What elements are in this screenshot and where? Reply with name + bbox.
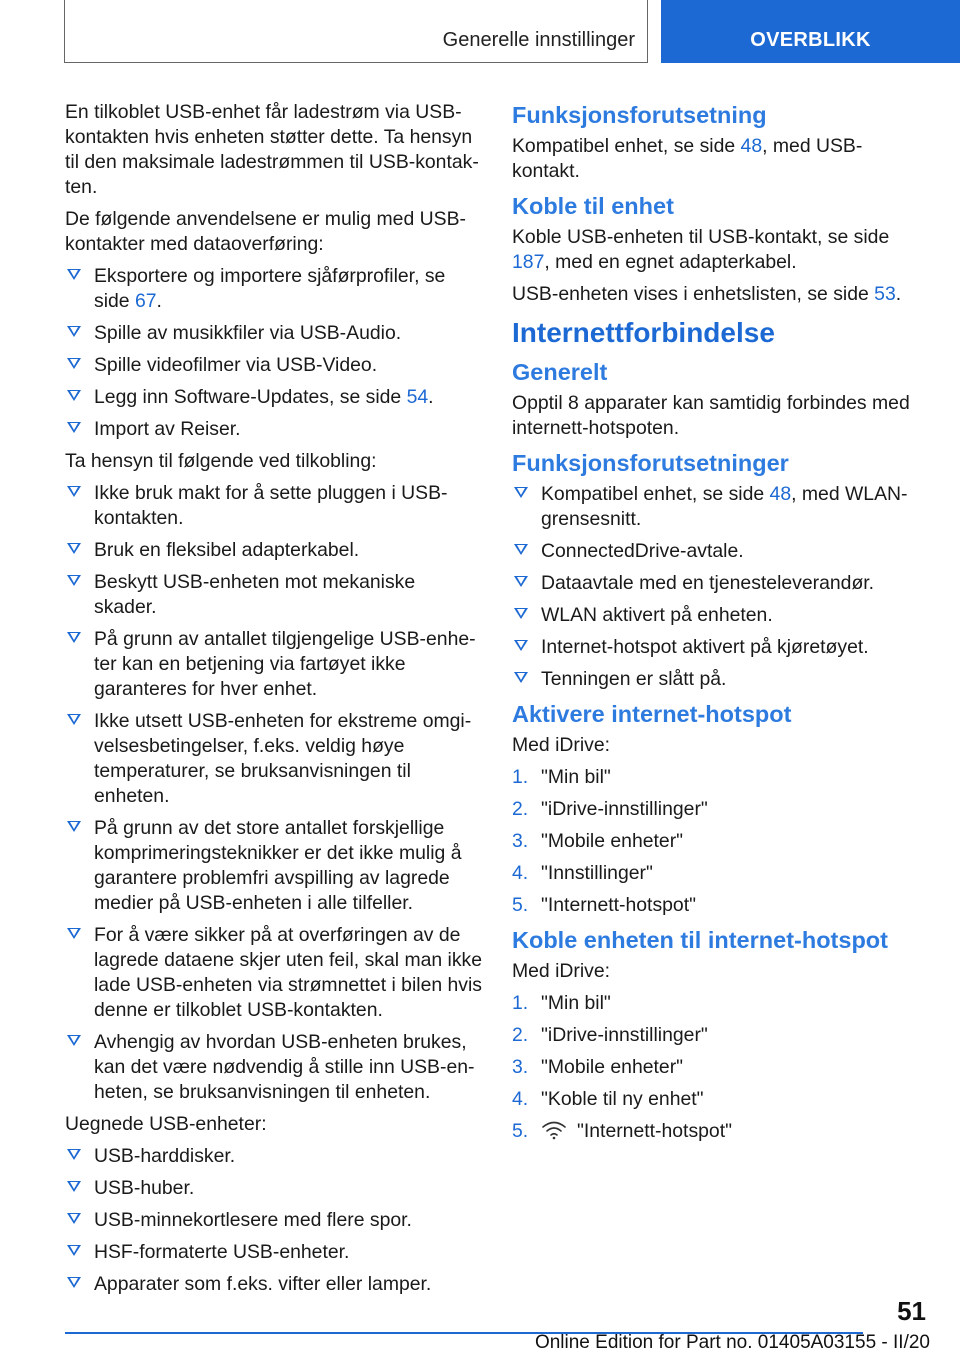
internet-heading: Internettforbindelse: [512, 317, 775, 348]
activate-steps: [512, 765, 930, 918]
activate-hotspot-heading: Aktivere internet-hotspot: [512, 701, 792, 727]
pair-device-heading: Koble enheten til internet-hotspot: [512, 927, 888, 953]
list-item: Avhengig av hvordan USB-enheten brukes, kan det være nødvendig å stille inn USB-enheten, se bruksanvisningen til enheten.: [65, 1030, 483, 1105]
triangle-bullet-icon: [65, 390, 83, 403]
triangle-bullet-icon: [65, 422, 83, 435]
triangle-bullet-icon: [65, 269, 83, 282]
requirements-list: [512, 482, 930, 692]
list-item: 3. "Mobile enheter": [512, 1056, 684, 1078]
unsuitable-list: [65, 1144, 483, 1297]
triangle-bullet-icon: [65, 543, 83, 556]
intro-paragraph-1: En tilkoblet USB-enhet får ladestrøm via USB-kontakten hvis enheten støtter dette. Ta hensyn til den maksimale ladestrømmen til USB-kontakten.: [65, 101, 479, 198]
unsuitable-heading: Uegnede USB-enheter:: [65, 1113, 267, 1135]
list-item: 1. "Min bil": [512, 992, 611, 1014]
section-tab[interactable]: [64, 0, 648, 63]
list-item: 2. "iDrive-innstillinger": [512, 1024, 708, 1046]
device-list-text: USB-enheten vises i enhetslisten, se side 53.: [512, 283, 902, 305]
triangle-bullet-icon: [65, 632, 83, 645]
triangle-bullet-icon: [65, 821, 83, 834]
list-item: Beskytt USB-enheten mot mekaniske skader.: [65, 570, 483, 620]
triangle-bullet-icon: [65, 575, 83, 588]
list-item: 5. "Internett-hotspot": [512, 1120, 732, 1142]
uses-list: [65, 264, 483, 442]
list-item: USB-harddisker.: [65, 1144, 483, 1169]
pair-intro: Med iDrive:: [512, 960, 611, 982]
list-item: Spille av musikkfiler via USB-Audio.: [65, 321, 483, 346]
list-item: Tenningen er slått på.: [512, 667, 930, 692]
left-column: [65, 100, 483, 1304]
page-link[interactable]: 48: [740, 135, 763, 157]
triangle-bullet-icon: [65, 1245, 83, 1258]
triangle-bullet-icon: [65, 1035, 83, 1048]
list-item: Eksportere og importere sjåførprofiler, se side 67.: [65, 264, 483, 314]
triangle-bullet-icon: [512, 672, 530, 685]
list-item: Spille videofilmer via USB-Video.: [65, 353, 483, 378]
triangle-bullet-icon: [512, 544, 530, 557]
general-text: Opptil 8 apparater kan samtidig forbindes med internett-hotspoten.: [512, 392, 910, 439]
page-link[interactable]: 48: [769, 483, 792, 505]
connect-heading: Koble til enhet: [512, 193, 674, 219]
list-item: Import av Reiser.: [65, 417, 483, 442]
list-item: USB-minnekortlesere med flere spor.: [65, 1208, 483, 1233]
list-item: På grunn av antallet tilgjengelige USB-enheter kan en betjening via fartøyet ikke garanteres for hver enhet.: [65, 627, 483, 702]
page-header: [0, 0, 960, 66]
triangle-bullet-icon: [512, 576, 530, 589]
list-item: HSF-formaterte USB-enheter.: [65, 1240, 483, 1265]
requirement-heading: Funksjonsforutsetning: [512, 102, 767, 128]
list-item: Legg inn Software-Updates, se side 54.: [65, 385, 483, 410]
wifi-icon: [541, 1120, 567, 1140]
list-item: For å være sikker på at overføringen av de lagrede dataene skjer uten feil, skal man ikke lade USB-enheten via strømnettet i bilen hvis denne er tilkoblet USB-kontakten.: [65, 923, 483, 1023]
list-item: Internet-hotspot aktivert på kjøretøyet.: [512, 635, 930, 660]
triangle-bullet-icon: [65, 1149, 83, 1162]
list-item: Bruk en fleksibel adapterkabel.: [65, 538, 483, 563]
edition-footer: Online Edition for Part no. 01405A03155 - II/20: [534, 1332, 930, 1353]
triangle-bullet-icon: [65, 486, 83, 499]
page-link[interactable]: 53: [874, 283, 896, 305]
activate-intro: Med iDrive:: [512, 734, 611, 756]
page-link[interactable]: 187: [512, 251, 545, 273]
page-link[interactable]: 54: [406, 386, 429, 408]
right-column: [512, 100, 930, 1151]
overview-tab-label: OVERBLIKK: [750, 29, 871, 51]
overview-tab[interactable]: [661, 0, 960, 63]
list-item: Ikke utsett USB-enheten for ekstreme omgivelsesbetingelser, f.eks. veldig høye temperaturer, se bruksanvisningen til enheten.: [65, 709, 483, 809]
triangle-bullet-icon: [65, 326, 83, 339]
list-item: 4. "Innstillinger": [512, 862, 653, 884]
list-item: 1. "Min bil": [512, 766, 611, 788]
list-item: Ikke bruk makt for å sette pluggen i USB-kontakten.: [65, 481, 483, 531]
triangle-bullet-icon: [65, 928, 83, 941]
list-item: 5. "Internett-hotspot": [512, 894, 696, 916]
triangle-bullet-icon: [65, 358, 83, 371]
notes-list: [65, 481, 483, 1105]
list-item: På grunn av det store antallet forskjellige komprimeringsteknikker er det ikke mulig å garantere problemfri avspilling av lagrede medier på USB-enheten i alle tilfeller.: [65, 816, 483, 916]
list-item: ConnectedDrive-avtale.: [512, 539, 930, 564]
triangle-bullet-icon: [512, 640, 530, 653]
triangle-bullet-icon: [65, 1181, 83, 1194]
requirements-heading: Funksjonsforutsetninger: [512, 450, 789, 476]
section-tab-label: Generelle innstillinger: [442, 29, 635, 51]
list-item: 2. "iDrive-innstillinger": [512, 798, 708, 820]
list-item: Apparater som f.eks. vifter eller lamper.: [65, 1272, 483, 1297]
general-heading: Generelt: [512, 359, 608, 385]
requirement-text: Kompatibel enhet, se side 48, med USB-kontakt.: [512, 135, 863, 182]
page-link[interactable]: 67: [134, 290, 157, 312]
pair-steps: [512, 991, 930, 1144]
triangle-bullet-icon: [512, 608, 530, 621]
list-item: Dataavtale med en tjenesteleverandør.: [512, 571, 930, 596]
notes-heading: Ta hensyn til følgende ved tilkobling:: [65, 450, 377, 472]
list-item: 3. "Mobile enheter": [512, 830, 684, 852]
list-item: Kompatibel enhet, se side 48, med WLAN-grensesnitt.: [512, 482, 930, 532]
connect-text: Koble USB-enheten til USB-kontakt, se side 187, med en egnet adapterkabel.: [512, 226, 890, 273]
intro-paragraph-2: De følgende anvendelsene er mulig med USB-kontakter med dataoverføring:: [65, 208, 466, 255]
triangle-bullet-icon: [65, 714, 83, 727]
list-item: USB-huber.: [65, 1176, 483, 1201]
list-item: WLAN aktivert på enheten.: [512, 603, 930, 628]
triangle-bullet-icon: [512, 487, 530, 500]
triangle-bullet-icon: [65, 1213, 83, 1226]
page-number: 51: [897, 1296, 926, 1326]
triangle-bullet-icon: [65, 1277, 83, 1290]
list-item: 4. "Koble til ny enhet": [512, 1088, 704, 1110]
